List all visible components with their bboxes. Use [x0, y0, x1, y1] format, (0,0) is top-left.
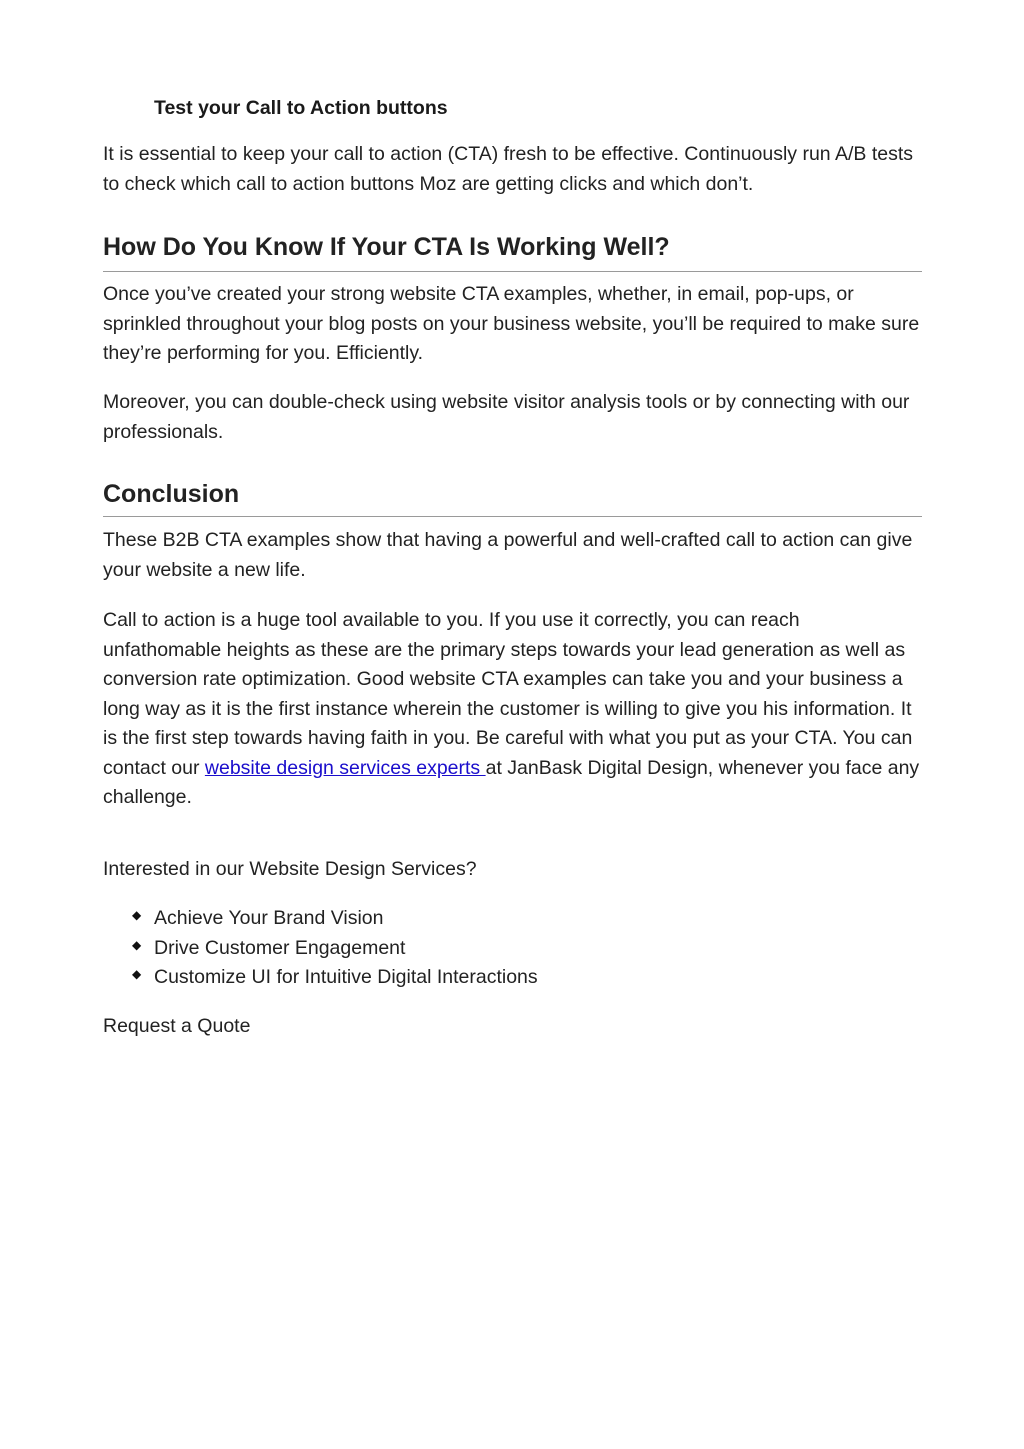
cta-working-paragraph-1: Once you’ve created your strong website CTA examples, whether, in email, pop-ups, or sprinkled throughout your blog posts on your business website, you’ll be required to make sure they’re performing for you. Efficiently. [103, 283, 920, 364]
conclusion-paragraph-2-text: Call to action is a huge tool available to you. If you use it correctly, you can reach unfathomable heights as these are the primary steps towards your lead generation as well as conversion rate optimization. Good website CTA examples can take you and your business a long way as it is the first instance wherein the customer is willing to give you his information. It is the first step towards having faith in you. Be careful with what you put as your CTA. You can contact our [103, 609, 913, 779]
conclusion-divider [103, 516, 922, 517]
bullet-text: Achieve Your Brand Vision [154, 907, 384, 929]
conclusion-paragraph-2-tail: at JanBask Digital Design, whenever you face any challenge. [103, 756, 920, 808]
bullet-text: Drive Customer Engagement [154, 936, 406, 959]
cta-test-paragraph: It is essential to keep your call to action (CTA) fresh to be effective. Continuously run A/B tests to check which call to action buttons Moz are getting clicks and which don’t. [103, 143, 914, 195]
cta-test-subheading: Test your Call to Action buttons [154, 97, 448, 119]
cta-working-divider [103, 271, 922, 272]
conclusion-paragraph-2 [103, 606, 922, 813]
services-question: Interested in our Website Design Services? [103, 858, 477, 880]
list-item [103, 904, 922, 934]
cta-working-heading: How Do You Know If Your CTA Is Working Well? [103, 233, 670, 261]
cta-working-paragraph-2: Moreover, you can double-check using website visitor analysis tools or by connecting with our professionals. [103, 391, 910, 443]
bullet-text: Customize UI for Intuitive Digital Interactions [154, 966, 538, 988]
list-item [103, 963, 922, 993]
conclusion-paragraph-1: These B2B CTA examples show that having a powerful and well-crafted call to action can give your website a new life. [103, 529, 913, 581]
request-quote-text[interactable]: Request a Quote [103, 1015, 251, 1037]
list-item [103, 934, 922, 964]
bullet-diamond-icon: ◆ [132, 937, 142, 952]
services-bullet-list [103, 904, 922, 993]
bullet-diamond-icon: ◆ [132, 908, 142, 922]
bullet-diamond-icon: ◆ [132, 967, 142, 981]
website-design-services-link[interactable]: website design services experts [204, 756, 486, 779]
conclusion-heading: Conclusion [103, 480, 240, 508]
